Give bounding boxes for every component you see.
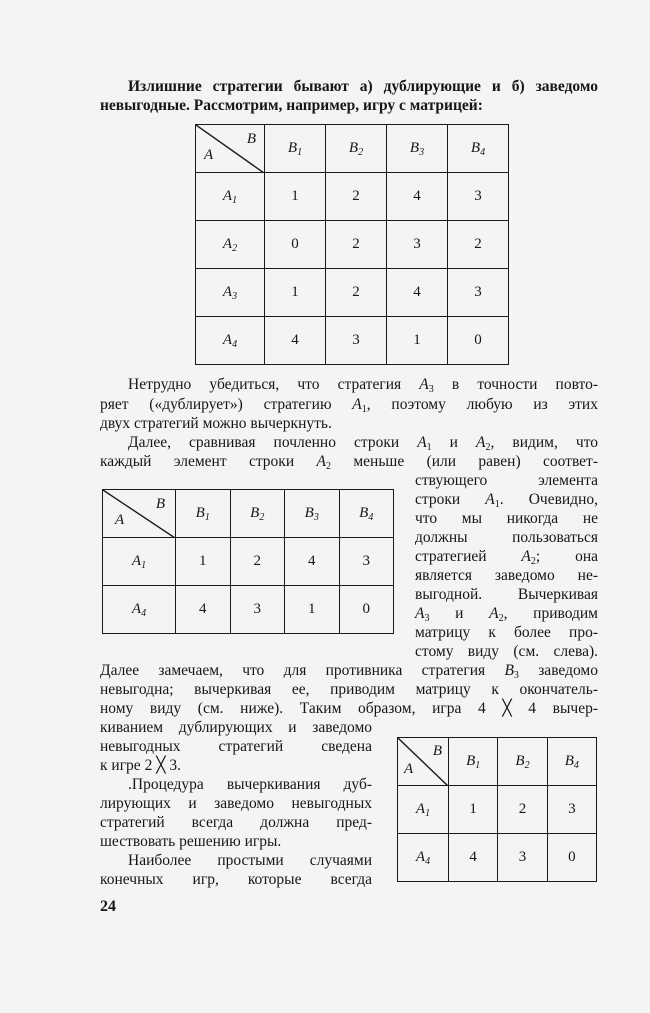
para3-line-1: Далее, сравнивая почленно строки $A_1$ и $A_2$, видим, что [128,434,599,453]
row-header: $A_4$ [196,317,265,365]
para4-line-2: невыгодна; вычеркивая ее, приводим матрицу к окончатель- [100,681,598,698]
cell: 4 [449,834,498,882]
cell: 2 [498,786,547,834]
para3-line-8: является заведомо не- [415,567,598,584]
para2-line-2: ряет («дублирует») стратегию $A_1$, поэтому любую из этих [100,396,598,415]
cell: 2 [326,221,387,269]
row-header: $A_1$ [196,173,265,221]
row-header: $A_1$ [103,538,176,586]
matrix-corner-cell [196,125,265,173]
cell: 4 [285,538,340,586]
col-header: $B_4$ [448,125,509,173]
cell: 2 [230,538,285,586]
col-header: $B_2$ [498,738,547,786]
cell: 0 [339,586,394,634]
col-header: $B_1$ [176,490,231,538]
para3-line-12: стому виду (см. слева). [415,643,598,660]
corner-label-a: A [115,512,125,528]
cell: 4 [387,173,448,221]
matrix-4x4 [195,124,509,365]
row-header: $A_4$ [398,834,449,882]
col-header: $B_1$ [449,738,498,786]
cell: 3 [326,317,387,365]
cell: 2 [326,173,387,221]
cell: 0 [448,317,509,365]
para5-line-3: стратегий всегда должна пред- [100,814,372,831]
col-header: $B_2$ [326,125,387,173]
cell: 4 [176,586,231,634]
cell: 3 [387,221,448,269]
para4-line-3: ному виду (см. ниже). Таким образом, игра 4 ╳ 4 вычер- [100,700,598,717]
row-header: $A_2$ [196,221,265,269]
table-row [398,786,597,834]
cell: 3 [448,173,509,221]
para3-line-2: каждый элемент строки $A_2$ меньше (или равен) соответ- [100,453,598,472]
para5-line-1: .Процедура вычеркивания дуб- [128,776,372,793]
row-header: $A_1$ [398,786,449,834]
para2-line-1: Нетрудно убедиться, что стратегия $A_3$ в точности повто- [128,376,599,395]
cell: 4 [265,317,326,365]
para3-line-7: стратегией $A_2$; она [415,548,598,567]
table-row [103,586,394,634]
cell: 1 [176,538,231,586]
col-header: $B_3$ [387,125,448,173]
cell: 2 [326,269,387,317]
cell: 1 [387,317,448,365]
para3-line-9: выгодной. Вычеркивая [415,586,598,603]
col-header: $B_4$ [547,738,596,786]
col-header: $B_2$ [230,490,285,538]
para3-line-10: $A_3$ и $A_2$, приводим [415,605,598,624]
para6-line-2: конечных игр, которые всегда [100,871,372,888]
corner-label-b: B [246,131,256,147]
col-header: $B_3$ [285,490,340,538]
cell: 0 [547,834,596,882]
cell: 3 [547,786,596,834]
matrix-corner-cell [398,738,449,786]
table-row [196,173,509,221]
para4-line-5: невыгодных стратегий сведена [100,738,372,755]
col-header: $B_4$ [339,490,394,538]
page-number: 24 [100,898,116,915]
cell: 1 [285,586,340,634]
para5-line-2: лирующих и заведомо невыгодных [100,795,372,812]
para2-line-3: двух стратегий можно вычеркнуть. [100,415,332,432]
cell: 1 [265,269,326,317]
matrix-corner-cell [103,490,176,538]
para6-line-1: Наиболее простыми случаями [128,852,372,869]
intro-line-1: Излишние стратегии бывают а) дублирующие и б) заведомо [128,78,598,95]
cell: 3 [339,538,394,586]
para3-line-11: матрицу к более про- [415,624,598,641]
matrix-2x4 [102,489,394,634]
row-header: $A_4$ [103,586,176,634]
table-row [103,538,394,586]
cell: 4 [387,269,448,317]
matrix-2x3 [397,737,597,882]
corner-label-a: A [204,147,214,163]
para3-line-5: что мы никогда не [415,510,598,527]
para4-line-1: Далее замечаем, что для противника стратегия $B_3$ заведомо [100,662,598,681]
table-row [196,317,509,365]
corner-label-a: A [404,761,414,777]
cell: 1 [265,173,326,221]
table-row [196,221,509,269]
cell: 2 [448,221,509,269]
para3-line-4: строки $A_1$. Очевидно, [415,491,598,510]
para4-line-4: киванием дублирующих и заведомо [100,719,372,736]
col-header: $B_1$ [265,125,326,173]
table-row [398,834,597,882]
para5-line-4: шествовать решению игры. [100,833,282,850]
para3-line-6: должны пользоваться [415,529,598,546]
cell: 3 [230,586,285,634]
row-header: $A_3$ [196,269,265,317]
cell: 0 [265,221,326,269]
intro-line-2: невыгодные. Рассмотрим, например, игру с матрицей: [100,97,483,114]
corner-label-b: B [432,743,442,759]
para3-line-3: ствующего элемента [415,472,598,489]
para4-line-6: к игре 2 ╳ 3. [100,757,182,774]
cell: 1 [449,786,498,834]
cell: 3 [448,269,509,317]
table-row [196,269,509,317]
cell: 3 [498,834,547,882]
corner-label-b: B [155,496,165,512]
